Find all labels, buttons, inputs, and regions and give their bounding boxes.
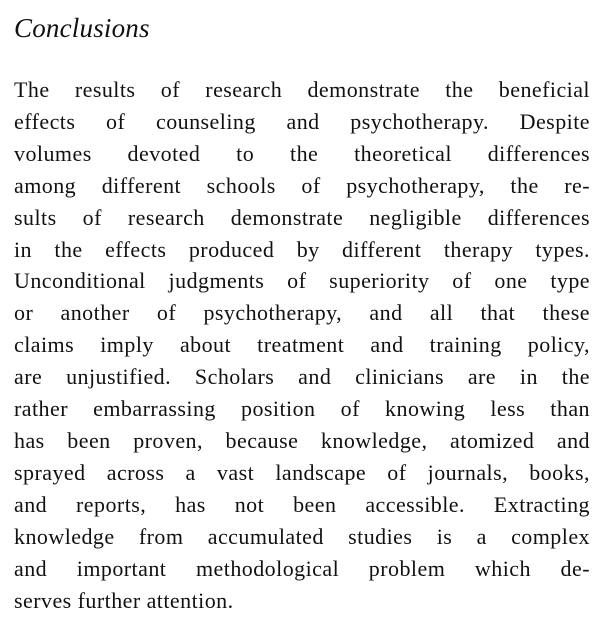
paragraph-line: and important methodological problem which de- [14,555,590,581]
paragraph-line: among different schools of psychotherapy, the re- [14,172,590,198]
conclusion-paragraph [14,74,590,616]
paragraph-line: in the effects produced by different therapy types. [14,236,590,262]
paragraph-line: effects of counseling and psychotherapy. Despite [14,108,590,134]
paragraph-line: claims imply about treatment and training policy, [14,332,590,358]
paragraph-line: or another of psychotherapy, and all that these [14,300,590,326]
paragraph-line: rather embarrassing position of knowing less than [14,396,590,422]
paragraph-line: sprayed across a vast landscape of journals, books, [14,459,590,485]
paragraph-line: serves further attention. [14,587,234,613]
paragraph-line: volumes devoted to the theoretical differences [14,140,590,166]
paragraph-line: has been proven, because knowledge, atomized and [14,427,590,453]
paragraph-line: and reports, has not been accessible. Extracting [14,491,590,517]
paragraph-line: Unconditional judgments of superiority of one type [14,268,590,294]
paragraph-line: knowledge from accumulated studies is a complex [14,523,590,549]
paragraph-line: The results of research demonstrate the beneficial [14,77,590,102]
paragraph-line: are unjustified. Scholars and clinicians are in the [14,364,590,390]
section-heading: Conclusions [14,13,150,43]
paragraph-line: sults of research demonstrate negligible differences [14,204,590,230]
